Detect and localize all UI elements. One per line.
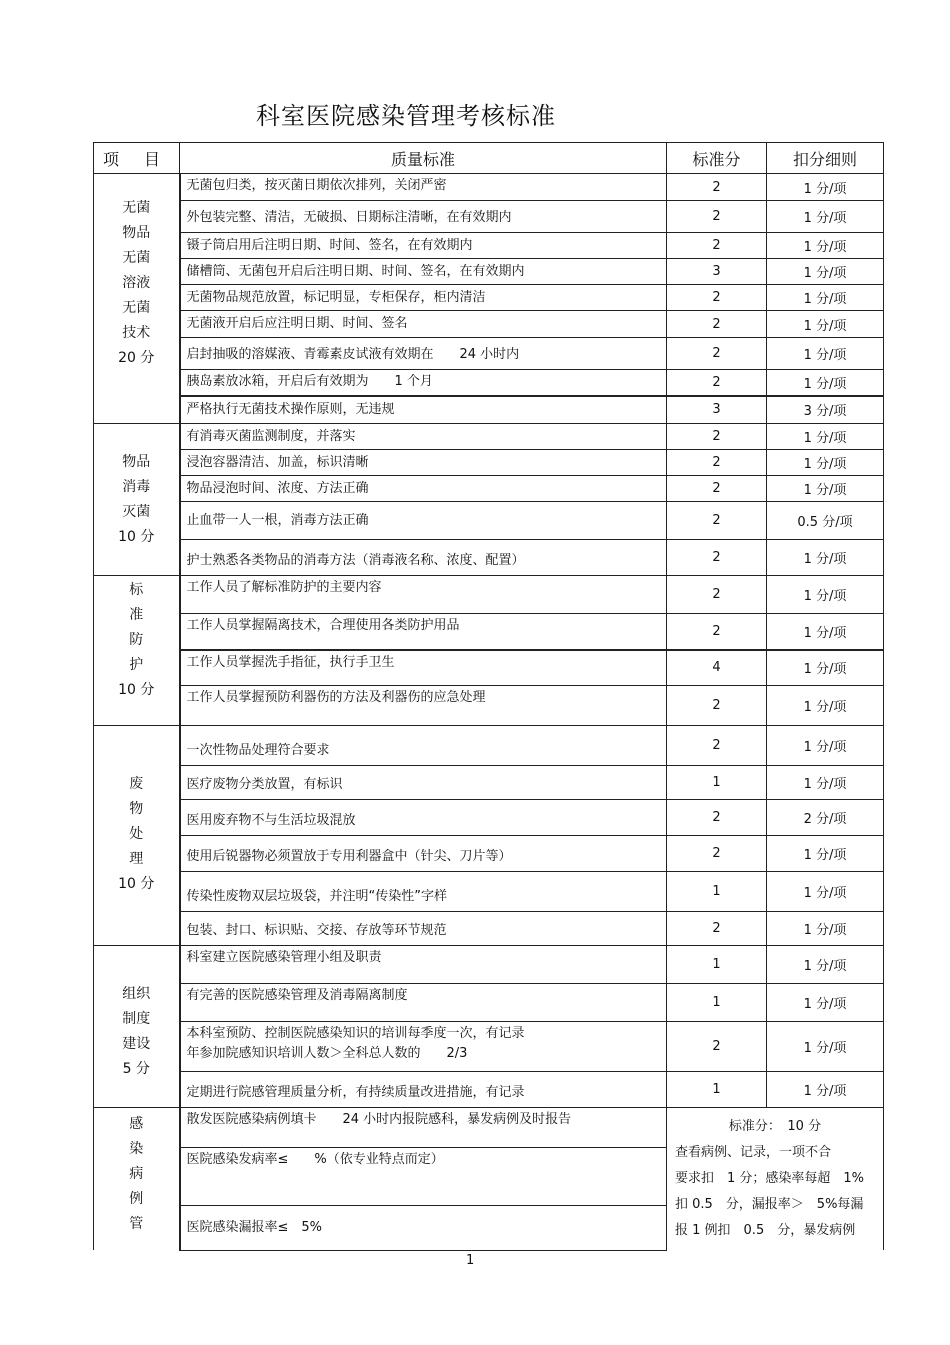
standard-cell: 工作人员掌握预防利器伤的方法及利器伤的应急处理 xyxy=(180,686,667,726)
score-cell: 2 xyxy=(667,836,767,872)
category-label: 无菌 xyxy=(122,300,151,316)
score-cell: 2 xyxy=(667,502,767,540)
category-cell xyxy=(94,424,180,576)
standard-cell: 止血带一人一根，消毒方法正确 xyxy=(180,502,667,540)
standard-cell: 无菌液开启后应注明日期、时间、签名 xyxy=(180,311,667,338)
score-cell: 2 xyxy=(667,424,767,450)
category-label: 无菌 xyxy=(122,250,151,266)
standard-cell: 包装、封口、标识贴、交接、存放等环节规范 xyxy=(180,912,667,946)
score-cell: 1 xyxy=(667,946,767,984)
deduct-cell: 1 分/项 xyxy=(767,872,884,912)
score-cell: 2 xyxy=(667,912,767,946)
category-label: 染 xyxy=(129,1141,144,1157)
standard-cell: 使用后锐器物必须置放于专用利器盒中（针尖、刀片等） xyxy=(180,836,667,872)
header-deduct: 扣分细则 xyxy=(767,143,884,174)
note-heading: 标准分： 10 分 xyxy=(728,1119,822,1134)
deduct-cell: 1 分/项 xyxy=(767,233,884,259)
note-line: 扣 0.5 分，漏报率＞ 5%每漏 xyxy=(675,1197,864,1212)
note-line: 要求扣 1 分；感染率每超 1% xyxy=(675,1171,865,1186)
table-row xyxy=(94,946,884,984)
category-label: 技术 xyxy=(122,325,151,341)
standard-cell: 储槽筒、无菌包开启后注明日期、时间、签名，在有效期内 xyxy=(180,259,667,285)
standard-cell: 有消毒灭菌监测制度，并落实 xyxy=(180,424,667,450)
standard-cell: 镊子筒启用后注明日期、时间、签名，在有效期内 xyxy=(180,233,667,259)
score-cell: 2 xyxy=(667,233,767,259)
deduct-cell: 1 分/项 xyxy=(767,311,884,338)
deduct-cell: 3 分/项 xyxy=(767,396,884,424)
category-label: 管 xyxy=(129,1216,144,1232)
table-row xyxy=(94,984,884,1022)
scoring-note xyxy=(667,1108,884,1251)
standard-line: 年参加院感知识培训人数＞全科总人数的 2/3 xyxy=(186,1046,468,1061)
standard-cell-blank xyxy=(180,1180,667,1206)
score-cell: 1 xyxy=(667,766,767,800)
deduct-cell: 1 分/项 xyxy=(767,476,884,502)
table-row xyxy=(94,912,884,946)
standard-cell xyxy=(180,1022,667,1072)
category-label: 病 xyxy=(129,1166,144,1182)
category-cell xyxy=(94,1108,180,1251)
table-row xyxy=(94,726,884,766)
table-row xyxy=(94,540,884,576)
table-row xyxy=(94,396,884,424)
score-cell: 2 xyxy=(667,450,767,476)
table-row xyxy=(94,766,884,800)
category-label: 物品 xyxy=(122,454,151,470)
table-row xyxy=(94,1072,884,1108)
standard-line: 本科室预防、控制医院感染知识的培训每季度一次，有记录 xyxy=(186,1026,525,1041)
category-label: 灭菌 xyxy=(122,504,151,520)
table-row xyxy=(94,576,884,614)
deduct-cell: 1 分/项 xyxy=(767,614,884,650)
category-label: 感 xyxy=(129,1116,144,1132)
table-row xyxy=(94,800,884,836)
category-label: 处 xyxy=(129,826,144,842)
table-row xyxy=(94,338,884,370)
standard-cell: 外包装完整、清洁，无破损、日期标注清晰，在有效期内 xyxy=(180,201,667,233)
score-cell: 2 xyxy=(667,370,767,396)
standard-cell: 一次性物品处理符合要求 xyxy=(180,726,667,766)
deduct-cell: 1 分/项 xyxy=(767,912,884,946)
deduct-cell: 1 分/项 xyxy=(767,686,884,726)
deduct-cell: 1 分/项 xyxy=(767,540,884,576)
score-cell: 2 xyxy=(667,726,767,766)
table-row xyxy=(94,476,884,502)
score-cell: 1 xyxy=(667,1072,767,1108)
table-row xyxy=(94,614,884,650)
table-row xyxy=(94,233,884,259)
standard-cell: 工作人员掌握洗手指征，执行手卫生 xyxy=(180,650,667,686)
table-row xyxy=(94,311,884,338)
table-row xyxy=(94,174,884,201)
category-label: 防 xyxy=(129,632,144,648)
standard-cell: 启封抽吸的溶媒液、青霉素皮试液有效期在 24 小时内 xyxy=(180,338,667,370)
page-title: 科室医院感染管理考核标准 xyxy=(256,102,556,130)
table-row xyxy=(94,450,884,476)
table-row xyxy=(94,370,884,396)
deduct-cell: 1 分/项 xyxy=(767,766,884,800)
deduct-cell: 1 分/项 xyxy=(767,201,884,233)
category-score: 10 分 xyxy=(118,876,155,892)
category-label: 组织 xyxy=(122,986,151,1002)
page-number: 1 xyxy=(466,1253,475,1268)
note-line: 报 1 例扣 0.5 分，暴发病例 xyxy=(675,1223,856,1238)
score-cell: 4 xyxy=(667,650,767,686)
category-cell xyxy=(94,726,180,946)
score-cell: 2 xyxy=(667,1022,767,1072)
score-cell: 3 xyxy=(667,396,767,424)
deduct-cell: 1 分/项 xyxy=(767,946,884,984)
category-label: 物品 xyxy=(122,225,151,241)
category-label: 溶液 xyxy=(122,275,151,291)
category-score: 10 分 xyxy=(118,682,155,698)
standard-cell: 浸泡容器清洁、加盖，标识清晰 xyxy=(180,450,667,476)
score-cell: 2 xyxy=(667,686,767,726)
score-cell: 2 xyxy=(667,476,767,502)
category-label: 标 xyxy=(129,582,144,598)
deduct-cell: 1 分/项 xyxy=(767,338,884,370)
deduct-cell: 2 分/项 xyxy=(767,800,884,836)
standard-cell: 有完善的医院感染管理及消毒隔离制度 xyxy=(180,984,667,1022)
score-cell: 2 xyxy=(667,800,767,836)
category-label: 制度 xyxy=(122,1011,151,1027)
category-label: 准 xyxy=(129,607,144,623)
table-row xyxy=(94,1108,884,1148)
deduct-cell: 0.5 分/项 xyxy=(767,502,884,540)
table-header-row xyxy=(94,143,884,174)
category-cell xyxy=(94,946,180,1108)
category-label: 无菌 xyxy=(122,200,151,216)
deduct-cell: 1 分/项 xyxy=(767,1072,884,1108)
score-cell: 2 xyxy=(667,201,767,233)
standard-cell: 胰岛素放冰箱，开启后有效期为 1 个月 xyxy=(180,370,667,396)
deduct-cell: 1 分/项 xyxy=(767,1022,884,1072)
deduct-cell: 1 分/项 xyxy=(767,450,884,476)
standard-cell: 传染性废物双层垃圾袋，并注明“传染性”字样 xyxy=(180,872,667,912)
standard-cell: 定期进行院感管理质量分析，有持续质量改进措施，有记录 xyxy=(180,1072,667,1108)
header-standard: 质量标准 xyxy=(180,143,667,174)
table-row xyxy=(94,686,884,726)
deduct-cell: 1 分/项 xyxy=(767,836,884,872)
header-score: 标准分 xyxy=(667,143,767,174)
score-cell: 2 xyxy=(667,540,767,576)
category-label: 理 xyxy=(129,851,144,867)
header-item: 项 目 xyxy=(94,143,180,174)
score-cell: 2 xyxy=(667,576,767,614)
standard-cell: 护士熟悉各类物品的消毒方法（消毒液名称、浓度、配置） xyxy=(180,540,667,576)
category-label: 消毒 xyxy=(122,479,151,495)
deduct-cell: 1 分/项 xyxy=(767,650,884,686)
score-cell: 2 xyxy=(667,338,767,370)
standard-cell: 医疗废物分类放置，有标识 xyxy=(180,766,667,800)
standard-cell: 医院感染发病率≤ %（依专业特点而定） xyxy=(180,1147,667,1180)
score-cell: 2 xyxy=(667,174,767,201)
category-label: 物 xyxy=(129,801,144,817)
table-row xyxy=(94,285,884,311)
standard-cell: 无菌物品规范放置，标记明显，专柜保存，柜内清洁 xyxy=(180,285,667,311)
standard-cell: 工作人员了解标准防护的主要内容 xyxy=(180,576,667,614)
deduct-cell: 1 分/项 xyxy=(767,726,884,766)
category-score: 10 分 xyxy=(118,529,155,545)
table-row xyxy=(94,424,884,450)
table-row xyxy=(94,650,884,686)
standard-cell: 工作人员掌握隔离技术，合理使用各类防护用品 xyxy=(180,614,667,650)
category-cell xyxy=(94,174,180,424)
table-row xyxy=(94,259,884,285)
deduct-cell: 1 分/项 xyxy=(767,984,884,1022)
score-cell: 2 xyxy=(667,285,767,311)
deduct-cell: 1 分/项 xyxy=(767,424,884,450)
category-score: 20 分 xyxy=(118,350,155,366)
score-cell: 2 xyxy=(667,614,767,650)
category-cell xyxy=(94,576,180,726)
table-row xyxy=(94,872,884,912)
score-cell: 1 xyxy=(667,872,767,912)
table-row xyxy=(94,836,884,872)
score-cell: 2 xyxy=(667,311,767,338)
deduct-cell: 1 分/项 xyxy=(767,370,884,396)
deduct-cell: 1 分/项 xyxy=(767,259,884,285)
deduct-cell: 1 分/项 xyxy=(767,576,884,614)
standard-cell: 医院感染漏报率≤ 5% xyxy=(180,1206,667,1250)
assessment-table xyxy=(93,142,884,1251)
score-cell: 1 xyxy=(667,984,767,1022)
score-cell: 3 xyxy=(667,259,767,285)
category-label: 护 xyxy=(129,657,144,673)
deduct-cell: 1 分/项 xyxy=(767,174,884,201)
standard-cell: 散发医院感染病例填卡 24 小时内报院感科，暴发病例及时报告 xyxy=(180,1108,667,1148)
category-label: 废 xyxy=(129,776,144,792)
standard-cell: 医用废弃物不与生活垃圾混放 xyxy=(180,800,667,836)
table-row xyxy=(94,201,884,233)
standard-cell: 科室建立医院感染管理小组及职责 xyxy=(180,946,667,984)
table-row xyxy=(94,502,884,540)
category-label: 例 xyxy=(129,1191,144,1207)
deduct-cell: 1 分/项 xyxy=(767,285,884,311)
standard-cell: 物品浸泡时间、浓度、方法正确 xyxy=(180,476,667,502)
category-label: 建设 xyxy=(122,1036,151,1052)
standard-cell: 严格执行无菌技术操作原则，无违规 xyxy=(180,396,667,424)
category-score: 5 分 xyxy=(122,1061,150,1077)
standard-cell: 无菌包归类，按灭菌日期依次排列，关闭严密 xyxy=(180,174,667,201)
note-line: 查看病例、记录，一项不合 xyxy=(675,1145,832,1160)
table-row xyxy=(94,1022,884,1072)
